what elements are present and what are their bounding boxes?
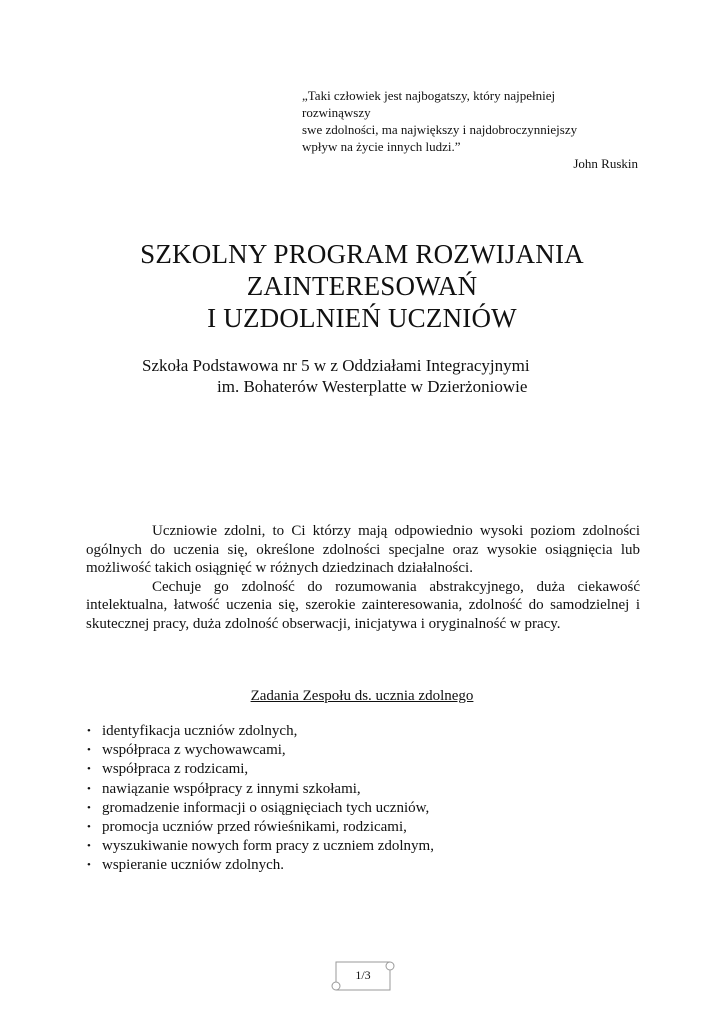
list-item-text: gromadzenie informacji o osiągnięciach tych uczniów,	[102, 799, 430, 816]
school-line-1: Szkoła Podstawowa nr 5 w z Oddziałami Integracyjnymi	[142, 356, 530, 375]
list-item	[86, 722, 434, 741]
quote-author: John Ruskin	[573, 156, 638, 171]
bullet-icon: •	[87, 859, 91, 872]
list-item	[86, 741, 434, 760]
tasks-list	[86, 722, 434, 876]
intro-text	[86, 522, 640, 633]
title-line: ZAINTERESOWAŃ	[246, 271, 478, 301]
list-item	[86, 780, 434, 799]
list-item-text: współpraca z rodzicami,	[102, 761, 249, 778]
list-item	[86, 799, 434, 818]
quote-line: swe zdolności, ma największy i najdobroczynniejszy	[302, 122, 578, 137]
school-name	[142, 355, 530, 397]
quote-line: wpływ na życie innych ludzi.”	[302, 139, 461, 154]
list-item-text: wyszukiwanie nowych form pracy z uczniem zdolnym,	[102, 838, 434, 855]
epigraph-quote	[302, 87, 642, 172]
bullet-icon: •	[87, 782, 91, 795]
bullet-icon: •	[87, 840, 91, 853]
intro-paragraph-2: Cechuje go zdolność do rozumowania abstrakcyjnego, duża ciekawość intelektualna, łatwość uczenia się, szerokie zainteresowania, zdolność do samodzielnej i skutecznej pracy, duża zdolność obserwacji, inicjatywa i oryginalność w pracy.	[86, 578, 640, 632]
page-footer	[328, 956, 398, 996]
bullet-icon: •	[87, 744, 91, 757]
list-item	[86, 818, 434, 837]
title-line: I UZDOLNIEŃ UCZNIÓW	[207, 303, 517, 333]
list-item	[86, 856, 434, 875]
title-line: SZKOLNY PROGRAM ROZWIJANIA	[140, 239, 584, 269]
bullet-icon: •	[87, 763, 91, 776]
list-item-text: identyfikacja uczniów zdolnych,	[102, 723, 298, 739]
list-item-text: wspieranie uczniów zdolnych.	[102, 857, 285, 874]
bullet-icon: •	[87, 801, 91, 814]
bullet-icon: •	[87, 725, 91, 737]
list-item	[86, 760, 434, 779]
school-line-2: im. Bohaterów Westerplatte w Dzierżoniowie	[217, 377, 528, 396]
intro-paragraph-1: Uczniowie zdolni, to Ci którzy mają odpowiednio wysoki poziom zdolności ogólnych do uczenia się, określone zdolności specjalne oraz wysokie osiągnięcia lub możliwość takich osiągnięć w różnych dziedzinach działalności.	[86, 523, 640, 576]
quote-line: rozwinąwszy	[302, 105, 371, 120]
document-title	[0, 238, 724, 334]
list-item-text: nawiązanie współpracy z innymi szkołami,	[102, 780, 361, 797]
tasks-heading: Zadania Zespołu ds. ucznia zdolnego	[250, 688, 474, 704]
list-item-text: promocja uczniów przed rówieśnikami, rodzicami,	[102, 819, 407, 836]
list-item-text: współpraca z wychowawcami,	[102, 742, 286, 759]
page-number: 1/3	[355, 968, 371, 982]
bullet-icon: •	[87, 821, 91, 834]
quote-line: „Taki człowiek jest najbogatszy, który najpełniej	[302, 88, 556, 103]
list-item	[86, 837, 434, 856]
